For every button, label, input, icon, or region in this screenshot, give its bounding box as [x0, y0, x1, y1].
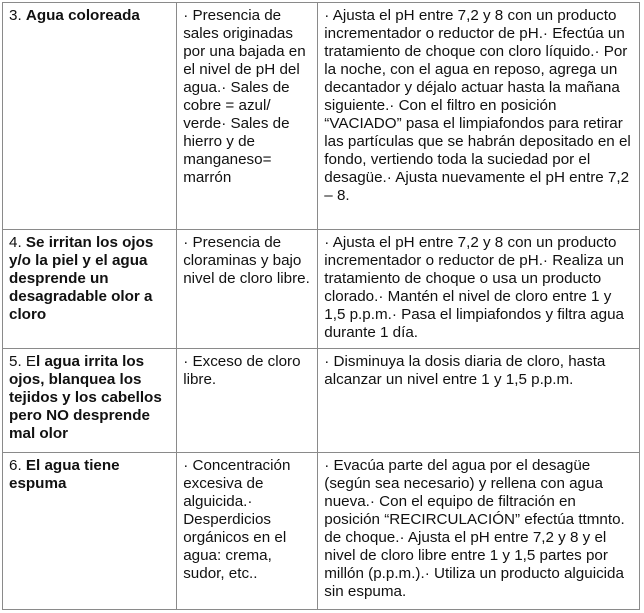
table-row	[3, 349, 640, 453]
solution-cell	[318, 453, 640, 610]
pool-troubleshooting-table	[2, 2, 640, 610]
solution-cell	[318, 349, 640, 453]
table-row	[3, 230, 640, 349]
problem-cell	[3, 453, 177, 610]
problem-title: l agua irrita los ojos, blanquea los tejidos y los cabellos pero NO desprende mal olor	[9, 353, 162, 442]
row-number: 6.	[9, 457, 22, 474]
cause-cell	[177, 453, 318, 610]
cause-text: · Presencia de cloraminas y bajo nivel de cloro libre.	[183, 234, 310, 287]
row-number: 3.	[9, 7, 22, 24]
solution-text: · Evacúa parte del agua por el desagüe (según sea necesario) y rellena con agua nueva.· Con el equipo de filtración en posición “RECIRCULACIÓN” efectúa ttmnto. de choque.· Ajusta el pH entre 7,2 y 8 y el nivel de cloro libre entre 1 y 1,5 partes por millón (p.p.m.).· Utiliza un producto alguicida sin espuma.	[324, 457, 625, 600]
cause-cell	[177, 3, 318, 230]
cause-cell	[177, 230, 318, 349]
problem-cell	[3, 230, 177, 349]
solution-cell	[318, 230, 640, 349]
solution-text: · Ajusta el pH entre 7,2 y 8 con un producto incrementador o reductor de pH.· Realiza un tratamiento de choque o usa un producto clorado.· Mantén el nivel de cloro entre 1 y 1,5 p.p.m.· Pasa el limpiafondos y filtra agua durante 1 día.	[324, 234, 624, 341]
cause-text: · Concentración excesiva de alguicida.· Desperdicios orgánicos en el agua: crema, sudor, etc..	[183, 457, 291, 582]
table-row	[3, 3, 640, 230]
solution-cell	[318, 3, 640, 230]
cause-text: · Presencia de sales originadas por una bajada en el nivel de pH del agua.· Sales de cobre = azul/ verde· Sales de hierro y de manganeso= marrón	[183, 7, 306, 186]
solution-text: · Ajusta el pH entre 7,2 y 8 con un producto incrementador o reductor de pH.· Efectúa un tratamiento de choque con cloro líquido.· Por la noche, con el agua en reposo, agrega un decantador y déjalo actuar hasta la mañana siguiente.· Con el filtro en posición “VACIADO” pasa el limpiafondos para retirar las partículas que se habrán depositado en el fondo, vertiendo toda la suciedad por el desagüe.· Ajusta nuevamente el pH entre 7,2 – 8.	[324, 7, 631, 204]
cause-cell	[177, 349, 318, 453]
problem-title: Se irritan los ojos y/o la piel y el agua desprende un desagradable olor a cloro	[9, 234, 154, 323]
row-number: 4.	[9, 234, 22, 251]
solution-text: · Disminuya la dosis diaria de cloro, hasta alcanzar un nivel entre 1 y 1,5 p.p.m.	[324, 353, 606, 388]
problem-cell	[3, 349, 177, 453]
table-row	[3, 453, 640, 610]
problem-title: Agua coloreada	[25, 7, 140, 24]
row-number: 5. E	[9, 353, 37, 370]
problem-cell	[3, 3, 177, 230]
problem-title: El agua tiene espuma	[9, 457, 120, 492]
cause-text: · Exceso de cloro libre.	[183, 353, 301, 388]
